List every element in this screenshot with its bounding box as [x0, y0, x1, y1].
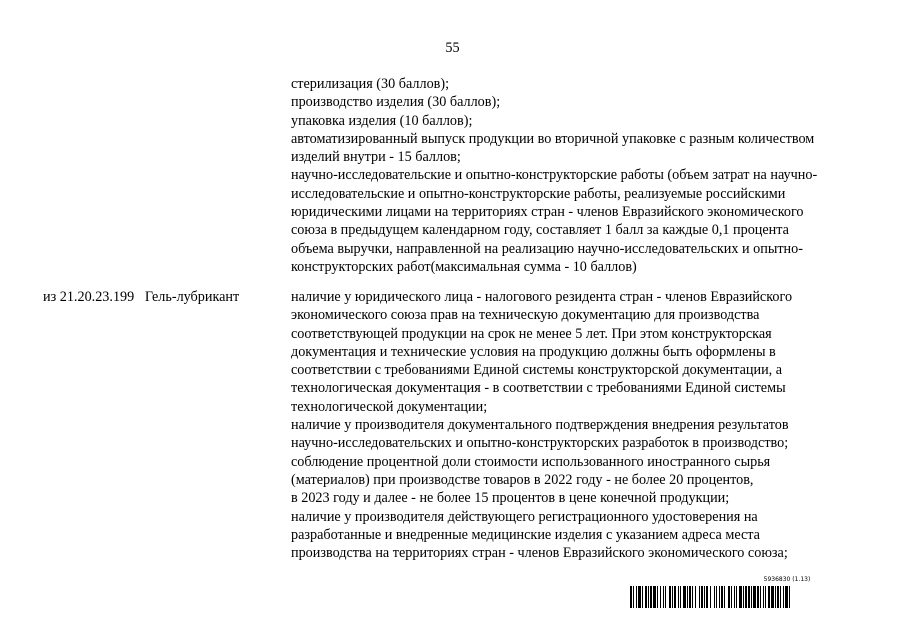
text-line: научно-исследовательские и опытно-конструкторские работы (объем затрат на научно- [291, 167, 818, 184]
text-line: изделий внутри - 15 баллов; [291, 149, 461, 166]
product-cell [43, 288, 239, 306]
text-line: производства на территориях стран - членов Евразийского экономического союза; [291, 545, 788, 562]
text-line: производство изделия (30 баллов); [291, 94, 501, 111]
text-line: научно-исследовательских и опытно-конструкторских разработок в производство; [291, 435, 789, 452]
text-line: наличие у юридического лица - налогового резидента стран - членов Евразийского [291, 289, 793, 305]
text-line: юридическими лицами на территориях стран - членов Евразийского экономического [291, 204, 804, 221]
page-number: 55 [445, 40, 460, 56]
text-line: упаковка изделия (10 баллов); [291, 112, 473, 129]
barcode-label: 5936830 (1.13) [763, 576, 811, 583]
text-line: (материалов) при производстве товаров в 2022 году - не более 20 процентов, [291, 471, 754, 488]
text-line: исследовательские и опытно-конструкторские работы, реализуемые российскими [291, 185, 786, 202]
text-line: стерилизация (30 баллов); [291, 76, 450, 92]
text-line: соответствии с требованиями Единой системы конструкторской документации, а [291, 362, 783, 379]
text-line: автоматизированный выпуск продукции во вторичной упаковке с разным количеством [291, 130, 815, 147]
text-line: в 2023 году и далее - не более 15 процентов в цене конечной продукции; [291, 490, 730, 507]
text-line: объема выручки, направленной на реализацию научно-исследовательских и опытно- [291, 240, 803, 257]
barcode-bar [790, 586, 792, 608]
text-line: наличие у производителя документального подтверждения внедрения результатов [291, 417, 789, 434]
requirements-cell [291, 288, 871, 562]
text-line: экономического союза прав на техническую документацию для производства [291, 307, 760, 324]
continued-requirements [291, 75, 871, 276]
text-line: союза в предыдущем календарном году, составляет 1 балл за каждые 0,1 процента [291, 222, 789, 239]
barcode [630, 586, 858, 608]
text-line: наличие у производителя действующего регистрационного удостоверения на [291, 508, 758, 525]
text-line: разработанные и внедренные медицинские изделия с указанием адреса места [291, 526, 760, 543]
text-line: технологическая документация - в соответствии с требованиями Единой системы [291, 380, 786, 397]
product-name: Гель-лубрикант [144, 289, 240, 305]
text-line: документация и технические условия на продукцию должны быть оформлены в [291, 343, 776, 360]
text-line: соответствующей продукции на срок не менее 5 лет. При этом конструкторская [291, 325, 772, 342]
text-line: конструкторских работ(максимальная сумма - 10 баллов) [291, 258, 637, 275]
product-code: из 21.20.23.199 [43, 289, 135, 305]
text-line: технологической документации; [291, 398, 488, 415]
text-line: соблюдение процентной доли стоимости использованного иностранного сырья [291, 453, 771, 470]
